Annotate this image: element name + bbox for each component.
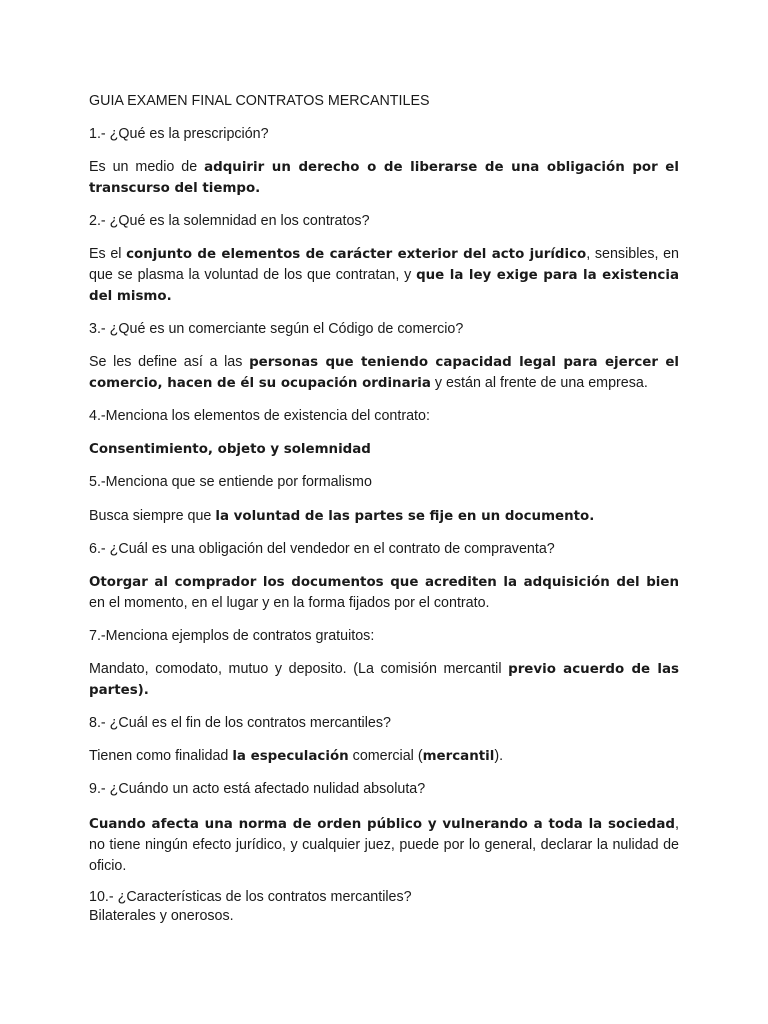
answer-7-part-1: Mandato, comodato, mutuo y deposito. (La comisión mercantil	[89, 661, 509, 677]
answer-5-part-2: la voluntad de las partes se fije en un documento.	[215, 509, 595, 524]
answer-2-part-4: que la ley exige para la existencia del mismo.	[89, 268, 679, 304]
answer-3-part-1: Se les define así a las	[89, 354, 250, 370]
answer-8-part-1: Tienen como finalidad	[89, 748, 233, 764]
question-10: 10.- ¿Características de los contratos mercantiles?	[89, 889, 412, 905]
answer-6-part-1: Otorgar al comprador los documentos que acrediten la adquisición del bien	[89, 575, 679, 590]
answer-9-part-2: , no tiene ningún efecto jurídico, y cualquier juez, puede por lo general, declarar la nulidad de oficio.	[89, 816, 679, 874]
answer-4-part-1: Consentimiento, objeto y solemnidad	[89, 442, 371, 457]
question-7: 7.-Menciona ejemplos de contratos gratuitos:	[89, 628, 375, 644]
answer-8	[89, 746, 679, 767]
answer-2-part-2: conjunto de elementos de carácter exterior del acto jurídico	[126, 247, 587, 262]
answer-1	[89, 157, 679, 199]
answer-9-part-1: Cuando afecta una norma de orden público y vulnerando a toda la sociedad	[89, 817, 676, 832]
answer-8-part-3: comercial (	[348, 748, 423, 764]
document-title: GUIA EXAMEN FINAL CONTRATOS MERCANTILES	[89, 93, 430, 109]
question-5: 5.-Menciona que se entiende por formalismo	[89, 474, 372, 490]
answer-3-part-2: personas que teniendo capacidad legal para ejercer el comercio, hacen de él su ocupación ordinaria	[89, 355, 679, 391]
answer-5-part-1: Busca siempre que	[89, 508, 216, 524]
answer-9	[89, 814, 679, 877]
answer-10	[89, 907, 679, 926]
question-4: 4.-Menciona los elementos de existencia del contrato:	[89, 408, 430, 424]
answer-2-part-3: , sensibles, en que se plasma la voluntad de los que contratan, y	[89, 246, 679, 283]
answer-1-part-1: Es un medio de	[89, 159, 205, 175]
answer-4	[89, 439, 679, 460]
question-6: 6.- ¿Cuál es una obligación del vendedor en el contrato de compraventa?	[89, 541, 555, 557]
answer-6-part-2: en el momento, en el lugar y en la forma fijados por el contrato.	[89, 595, 490, 611]
answer-1-part-2: adquirir un derecho o de liberarse de una obligación por el transcurso del tiempo.	[89, 160, 679, 196]
answer-7	[89, 659, 679, 701]
answer-8-part-4: mercantil	[422, 749, 495, 764]
answer-10-part-1: Bilaterales y onerosos.	[89, 908, 234, 924]
answer-3	[89, 352, 679, 394]
question-3: 3.- ¿Qué es un comerciante según el Código de comercio?	[89, 321, 464, 337]
answer-8-part-5: ).	[494, 748, 504, 764]
answer-3-part-3: y están al frente de una empresa.	[430, 375, 648, 391]
answer-8-part-2: la especulación	[232, 749, 349, 764]
answer-7-part-2: previo acuerdo de las partes).	[89, 662, 679, 698]
answer-6	[89, 572, 679, 614]
question-8: 8.- ¿Cuál es el fin de los contratos mercantiles?	[89, 715, 391, 731]
question-2: 2.- ¿Qué es la solemnidad en los contratos?	[89, 213, 370, 229]
answer-2	[89, 244, 679, 307]
answer-5	[89, 506, 679, 527]
question-1: 1.- ¿Qué es la prescripción?	[89, 126, 269, 142]
answer-2-part-1: Es el	[89, 246, 127, 262]
question-9: 9.- ¿Cuándo un acto está afectado nulidad absoluta?	[89, 781, 426, 797]
